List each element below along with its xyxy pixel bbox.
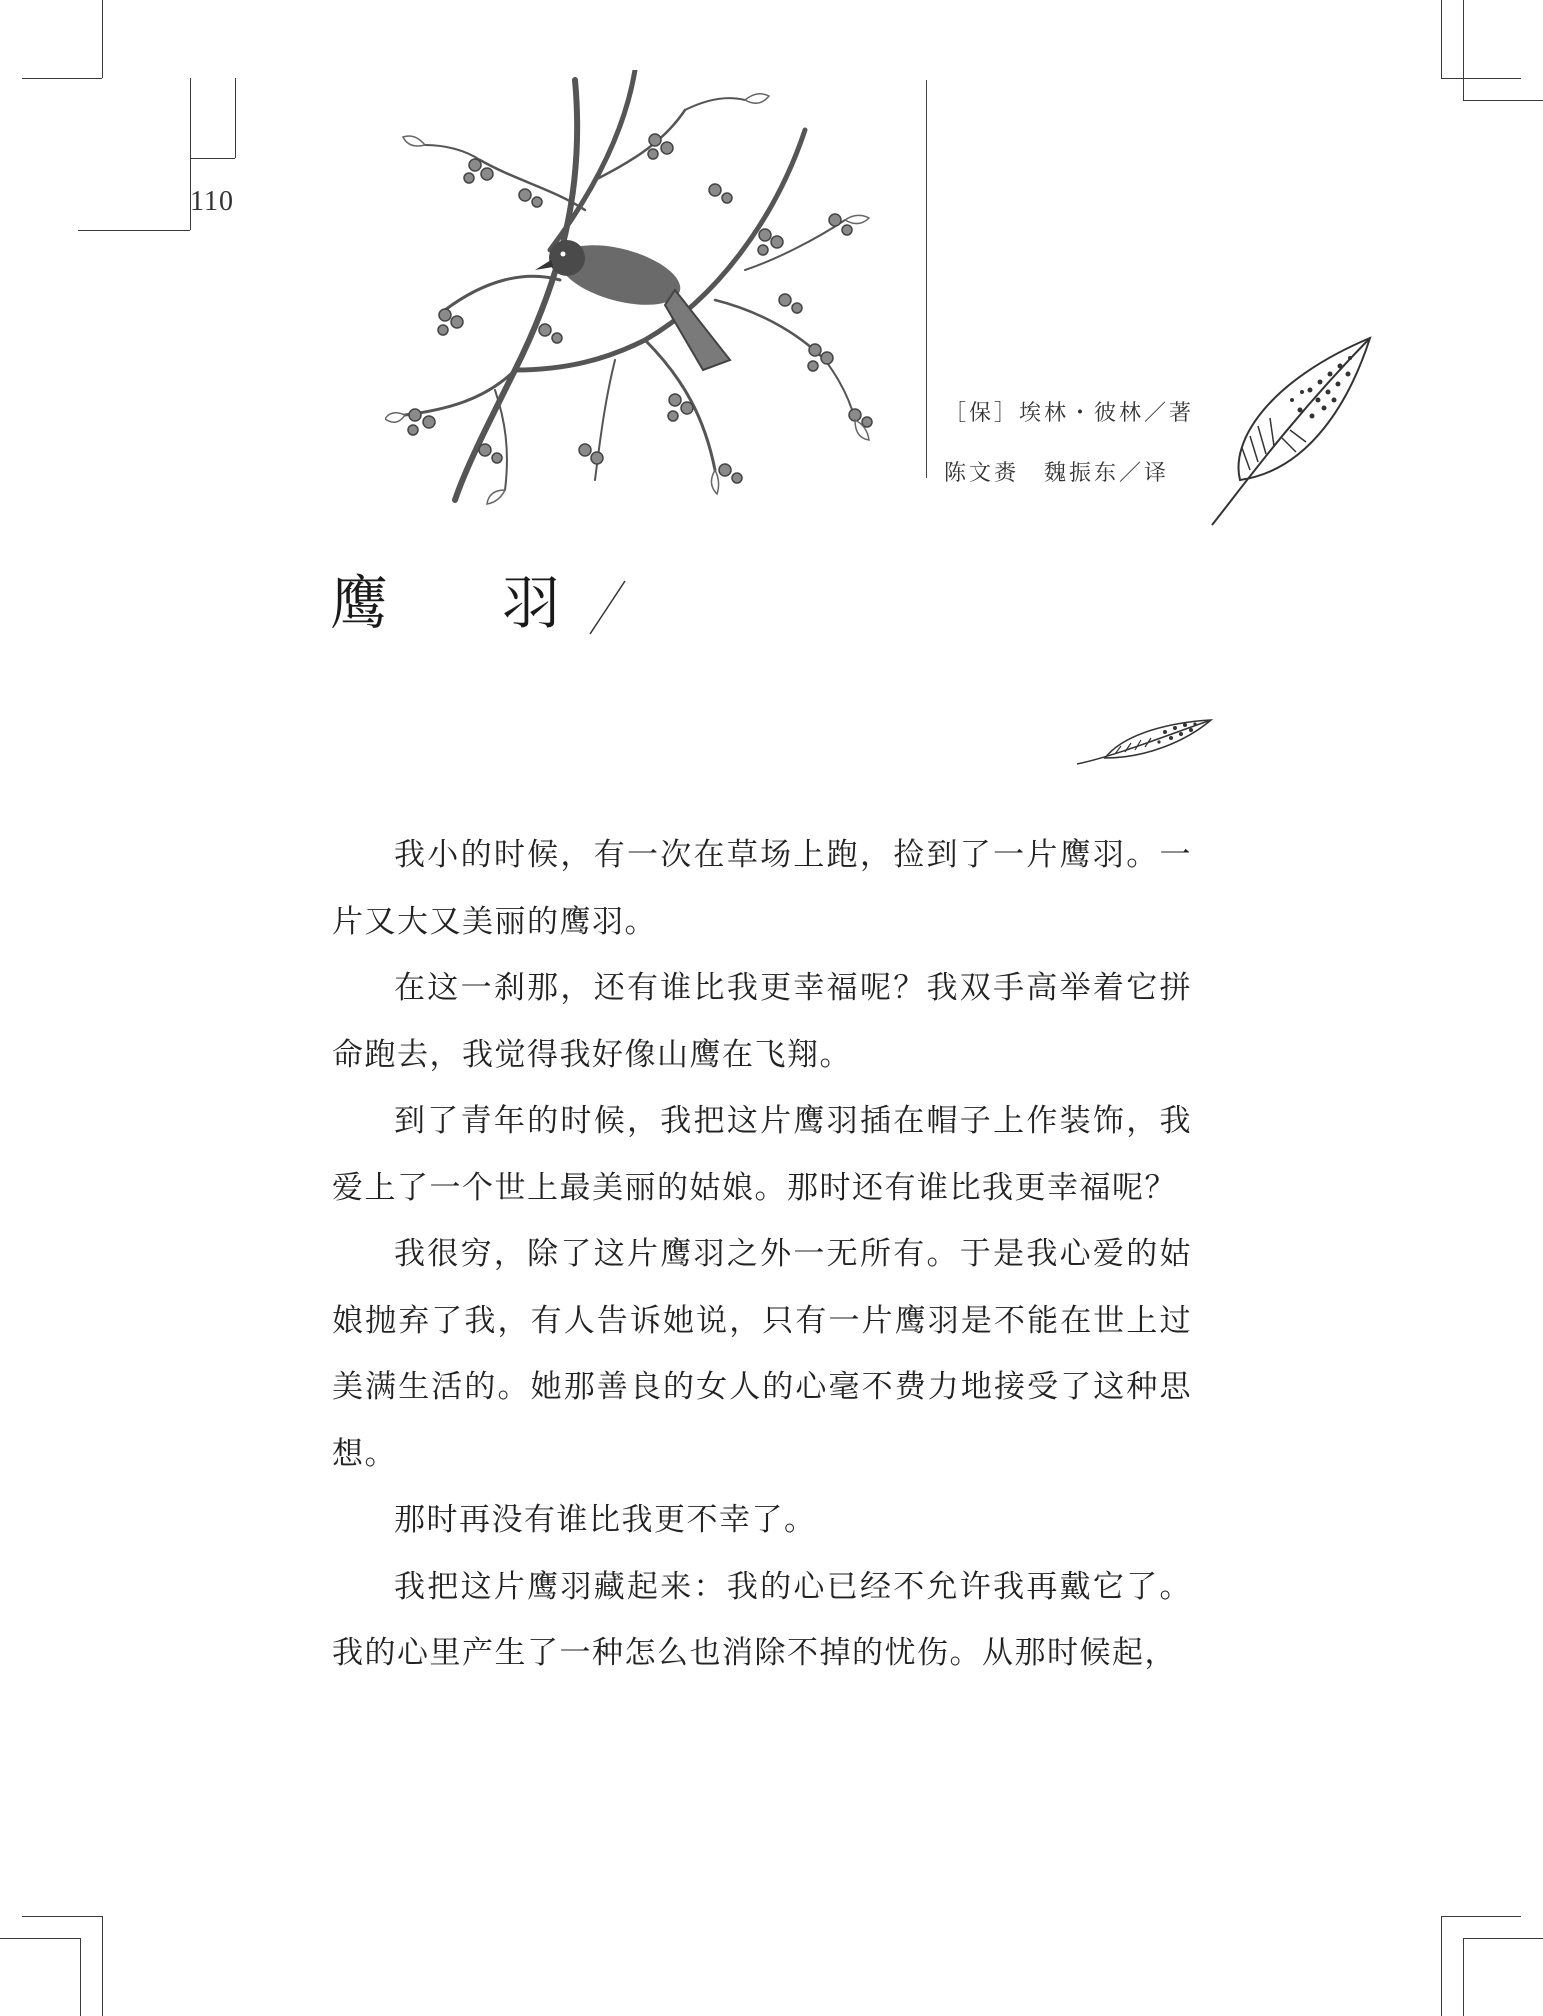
page-number: 110 (190, 186, 234, 217)
translator-credit: 陈文赉 魏振东／译 (944, 461, 1170, 486)
paragraph: 在这一刹那，还有谁比我更幸福呢？我双手高举着它拼命跑去，我觉得我好像山鹰在飞翔。 (332, 970, 1192, 1073)
author-credit: ［保］埃林・彼林／著 (944, 401, 1195, 426)
bird-branch-illustration (385, 70, 925, 510)
feather-icon (1200, 330, 1375, 530)
title-char-1: 鹰 (330, 569, 389, 637)
paragraph: 我很穷，除了这片鹰羽之外一无所有。于是我心爱的姑娘抛弃了我，有人告诉她说，只有一片鹰羽是不能在世上过美满生活的。她那善良的女人的心毫不费力地接受了这种思想。 (332, 1236, 1192, 1472)
paragraph: 我小的时候，有一次在草场上跑，捡到了一片鹰羽。一片又大又美丽的鹰羽。 (332, 837, 1192, 940)
vertical-divider (926, 80, 927, 478)
title-slash-ornament (585, 576, 645, 636)
paragraph: 到了青年的时候，我把这片鹰羽插在帽子上作装饰，我爱上了一个世上最美丽的姑娘。那时还有谁比我更幸福呢？ (332, 1103, 1192, 1206)
paragraph: 那时再没有谁比我更不幸了。 (394, 1502, 817, 1538)
title-char-2: 羽 (502, 569, 561, 637)
paragraph: 我把这片鹰羽藏起来：我的心已经不允许我再戴它了。我的心里产生了一种怎么也消除不掉的忧伤。从那时候起， (332, 1568, 1192, 1671)
feather-icon (1075, 712, 1215, 772)
article-body (332, 822, 1192, 1687)
